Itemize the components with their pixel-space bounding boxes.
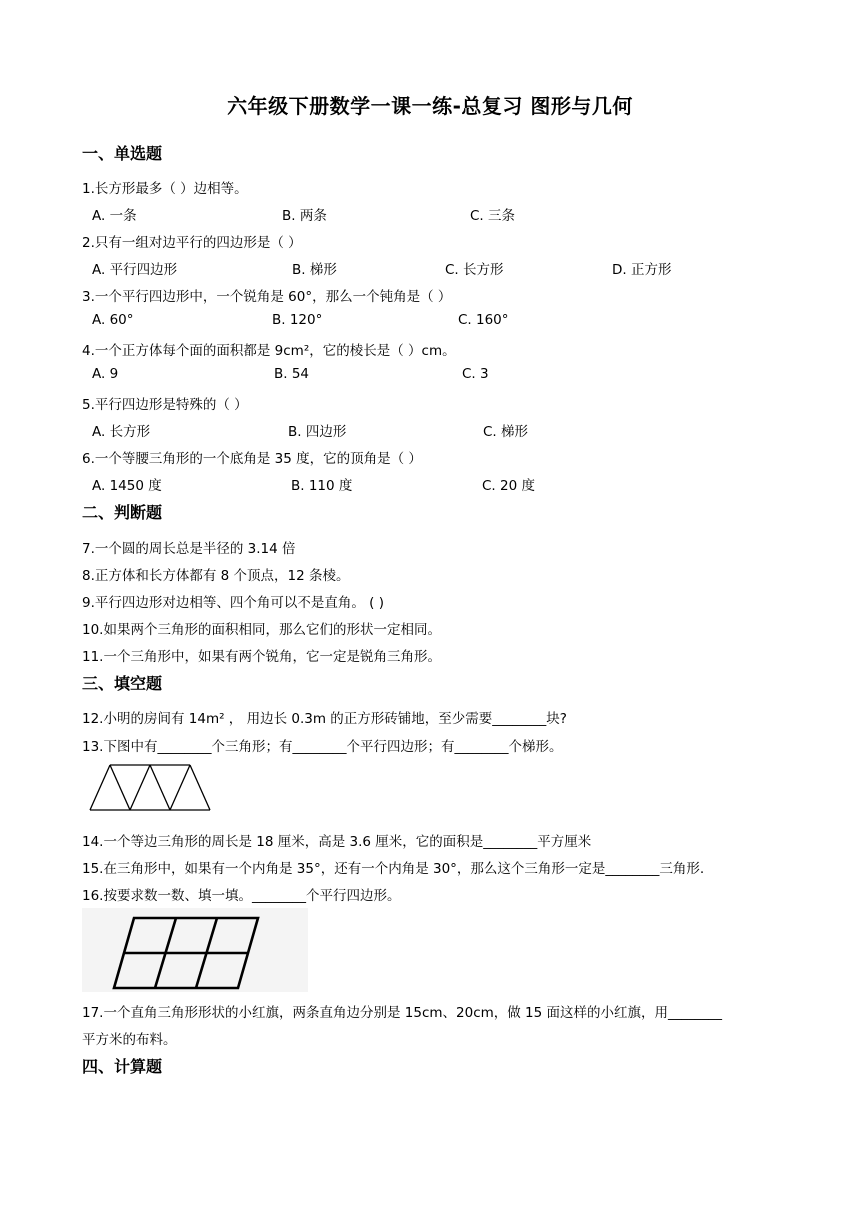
q5-option-a: A. 长方形: [92, 424, 151, 440]
section-heading-true-false: 二、判断题: [82, 503, 163, 522]
triangles-trapezoid-figure: [86, 760, 214, 816]
q4-option-c: C. 3: [462, 366, 489, 382]
q3-option-b: B. 120°: [272, 312, 323, 328]
question-4: 4.一个正方体每个面的面积都是 9cm²，它的棱长是（ ）cm。: [82, 343, 456, 359]
question-3: 3.一个平行四边形中，一个锐角是 60°，那么一个钝角是（ ）: [82, 289, 452, 305]
q1-option-b: B. 两条: [282, 208, 327, 224]
q1-option-a: A. 一条: [92, 208, 137, 224]
question-7: 7.一个圆的周长总是半径的 3.14 倍: [82, 541, 296, 557]
question-8: 8.正方体和长方体都有 8 个顶点，12 条棱。: [82, 568, 350, 584]
question-15: 15.在三角形中，如果有一个内角是 35°，还有一个内角是 30°，那么这个三角形一定是________三角形.: [82, 861, 705, 877]
q1-option-c: C. 三条: [470, 208, 516, 224]
q6-option-a: A. 1450 度: [92, 478, 162, 494]
section-heading-single-choice: 一、单选题: [82, 144, 163, 163]
question-14: 14.一个等边三角形的周长是 18 厘米，高是 3.6 厘米，它的面积是________平方厘米: [82, 834, 592, 850]
q3-option-c: C. 160°: [458, 312, 509, 328]
q6-option-b: B. 110 度: [291, 478, 353, 494]
question-10: 10.如果两个三角形的面积相同，那么它们的形状一定相同。: [82, 622, 441, 638]
q2-option-c: C. 长方形: [445, 262, 504, 278]
question-1: 1.长方形最多（ ）边相等。: [82, 181, 248, 197]
question-9: 9.平行四边形对边相等、四个角可以不是直角。 ( ): [82, 595, 384, 611]
question-11: 11.一个三角形中，如果有两个锐角，它一定是锐角三角形。: [82, 649, 441, 665]
question-17-line-1: 17.一个直角三角形形状的小红旗，两条直角边分别是 15cm、20cm，做 15 面这样的小红旗，用________: [82, 1005, 723, 1021]
question-12: 12.小明的房间有 14m² ， 用边长 0.3m 的正方形砖铺地，至少需要________块?: [82, 711, 567, 727]
section-heading-fill-blank: 三、填空题: [82, 674, 163, 693]
q6-option-c: C. 20 度: [482, 478, 535, 494]
question-5: 5.平行四边形是特殊的（ ）: [82, 397, 248, 413]
parallelogram-grid-figure: [82, 908, 308, 992]
question-13: 13.下图中有________个三角形；有________个平行四边形；有________个梯形。: [82, 739, 563, 755]
question-17-line-2: 平方米的布料。: [82, 1032, 177, 1048]
q4-option-b: B. 54: [274, 366, 310, 382]
question-16: 16.按要求数一数、填一填。________个平行四边形。: [82, 888, 401, 904]
question-6: 6.一个等腰三角形的一个底角是 35 度，它的顶角是（ ）: [82, 451, 422, 467]
q2-option-b: B. 梯形: [292, 262, 337, 278]
q2-option-d: D. 正方形: [612, 262, 672, 278]
q3-option-a: A. 60°: [92, 312, 134, 328]
page-title: 六年级下册数学一课一练-总复习 图形与几何: [227, 94, 633, 118]
q5-option-b: B. 四边形: [288, 424, 347, 440]
q4-option-a: A. 9: [92, 366, 119, 382]
q5-option-c: C. 梯形: [483, 424, 529, 440]
section-heading-calculation: 四、计算题: [82, 1057, 163, 1076]
question-2: 2.只有一组对边平行的四边形是（ ）: [82, 235, 302, 251]
q2-option-a: A. 平行四边形: [92, 262, 178, 278]
